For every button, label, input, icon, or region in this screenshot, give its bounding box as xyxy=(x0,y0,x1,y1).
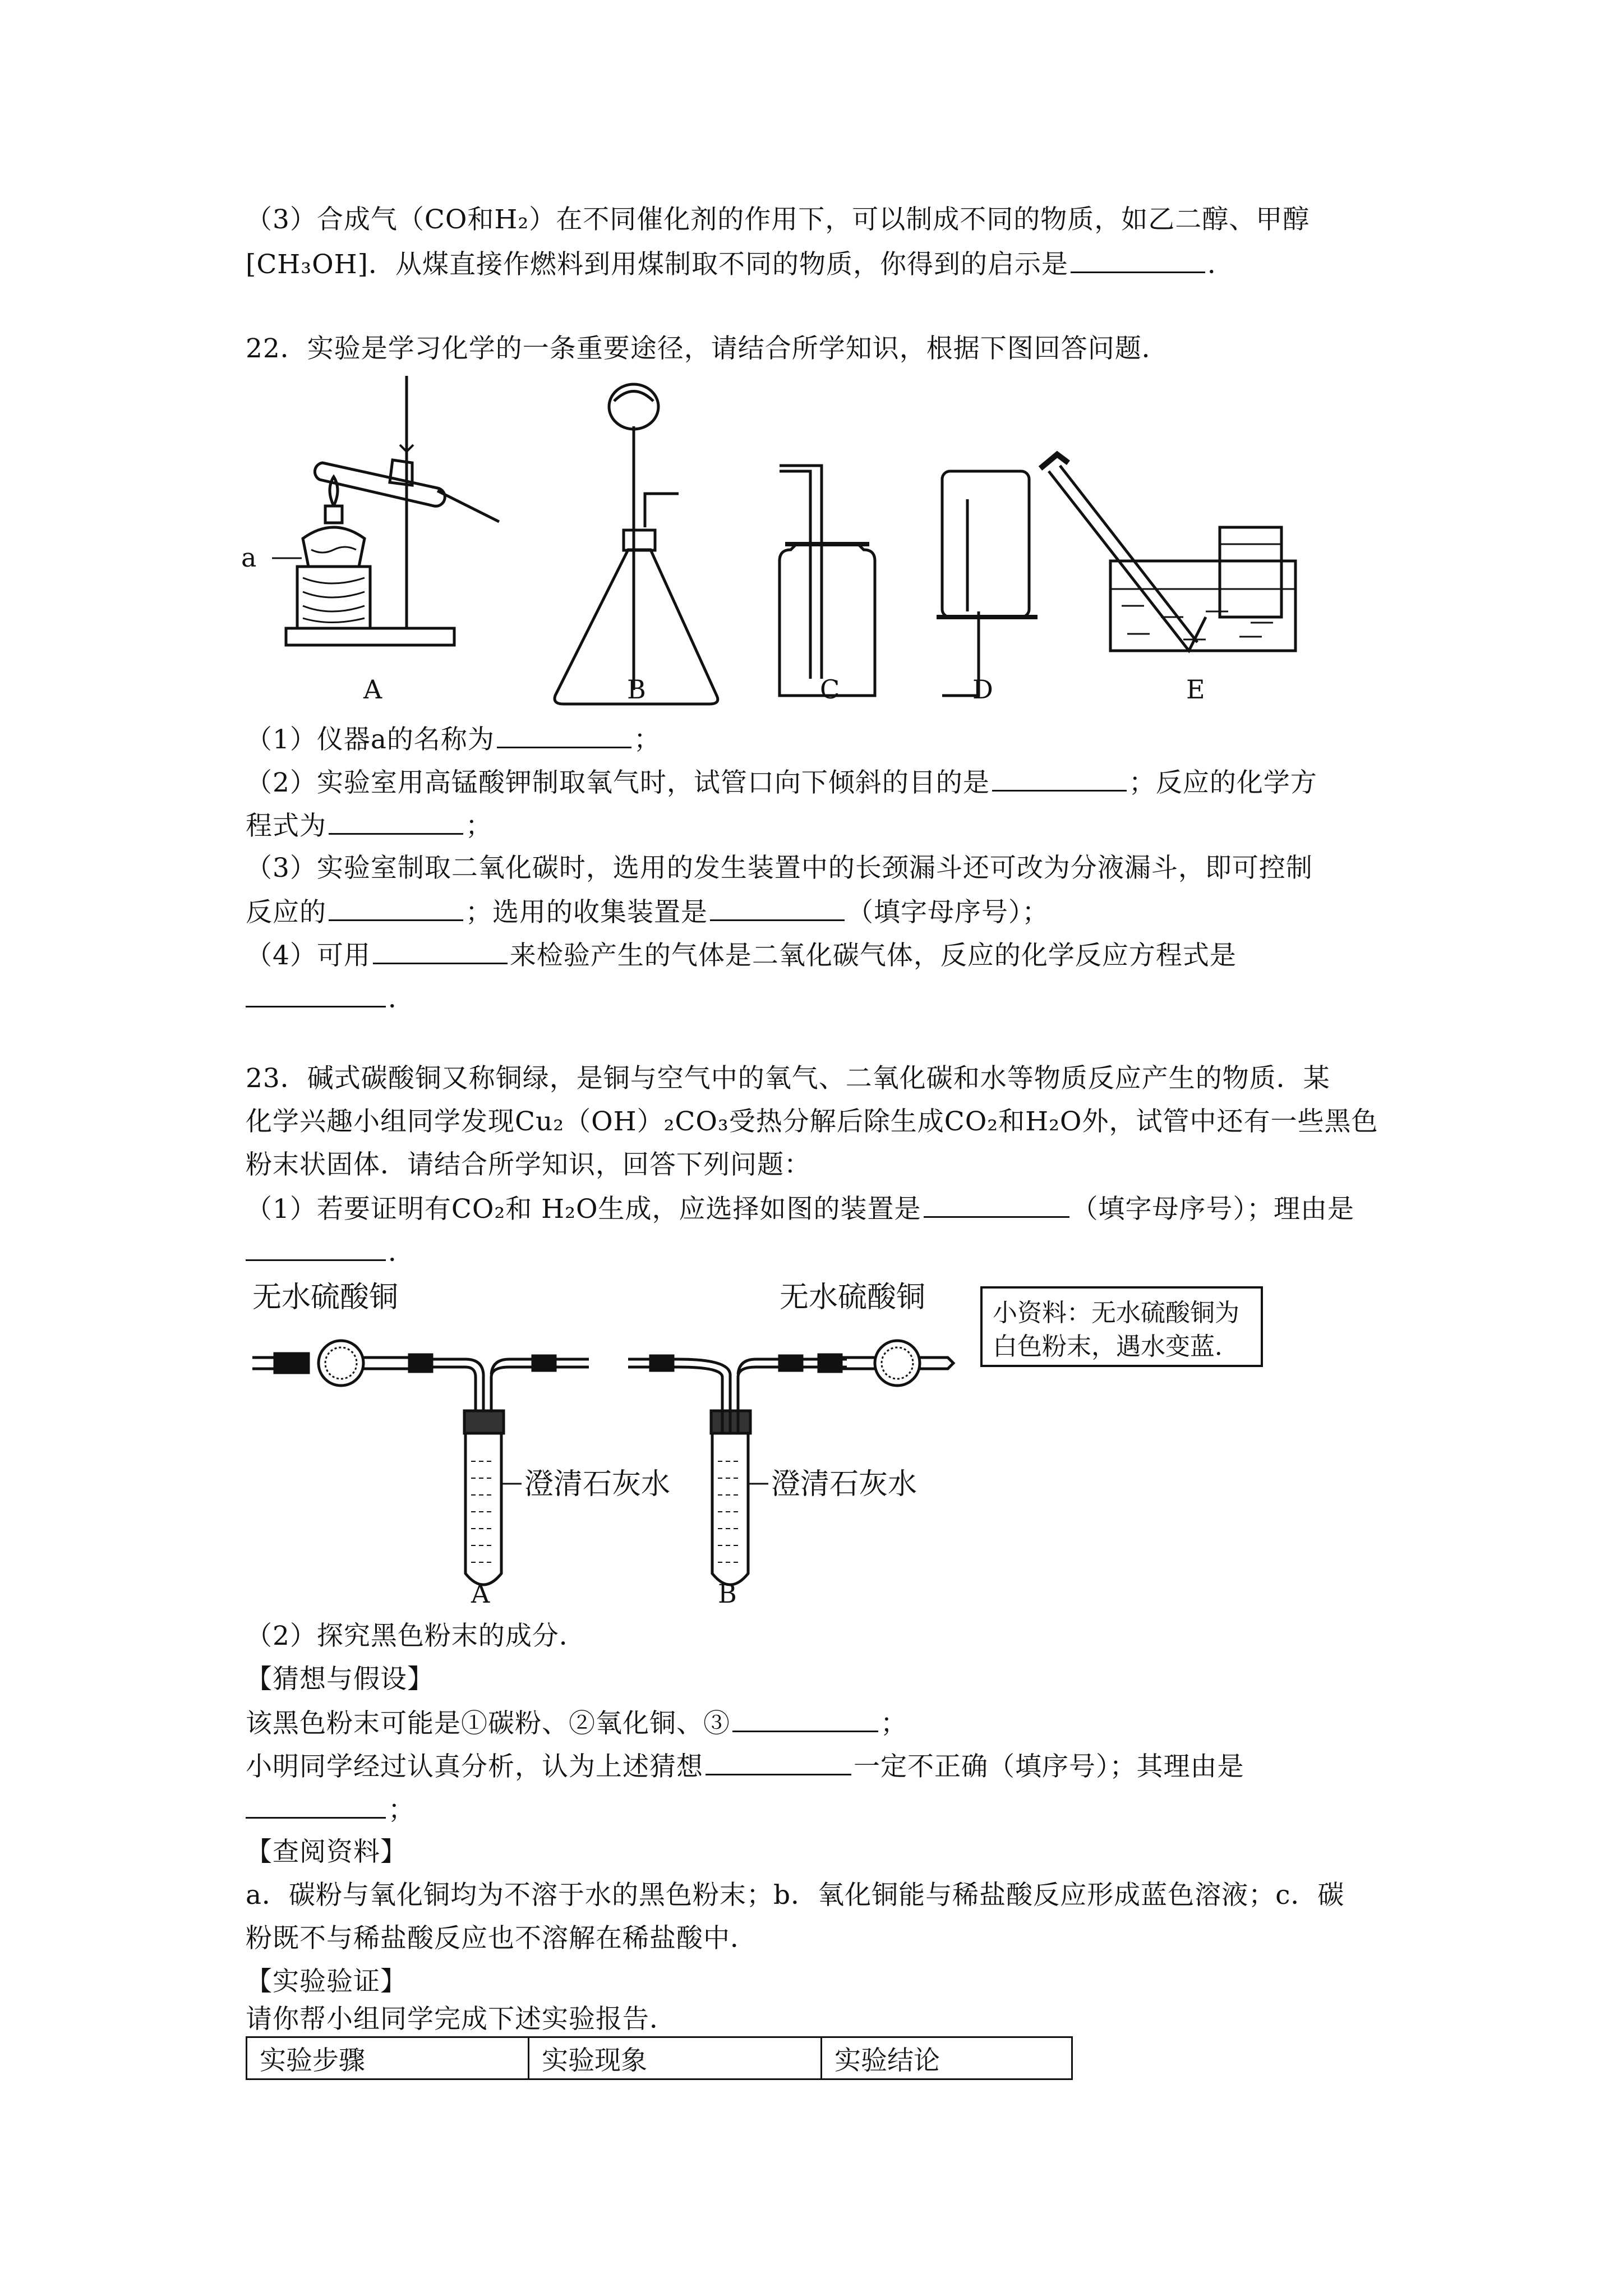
q21-part3-text: [CH₃OH]．从煤直接作燃料到用煤制取不同的物质，你得到的启示是 xyxy=(246,249,1068,280)
q22-sub1 xyxy=(246,722,661,757)
experiment-report-table xyxy=(246,2036,1073,2080)
q23-exp-intro: 请你帮小组同学完成下述实验报告． xyxy=(246,2004,676,2035)
q22-apparatus-figure xyxy=(241,359,1307,718)
q21-part3-end: ． xyxy=(1207,249,1234,280)
apparatus-label-E: E xyxy=(1186,674,1205,705)
q23-heading-ref: 【查阅资料】 xyxy=(246,1837,407,1867)
q22-sub2-text: （2）实验室用高锰酸钾制取氧气时，试管口向下倾斜的目的是 xyxy=(246,767,990,798)
q23-heading-exp: 【实验验证】 xyxy=(246,1966,407,1997)
q22-sub4-end: ． xyxy=(388,983,415,1014)
q23-sub1-end: ． xyxy=(388,1237,415,1268)
q23-sub1-line2 xyxy=(246,1235,415,1269)
q22-sub2-line2 xyxy=(246,808,492,843)
q21-part3-line2 xyxy=(246,247,1234,282)
q23-guess-line xyxy=(246,1706,907,1741)
answer-blank[interactable] xyxy=(710,895,845,921)
q23-ming-line1 xyxy=(246,1749,1244,1784)
q22-sub1-text: （1）仪器a的名称为 xyxy=(246,724,495,755)
answer-blank[interactable] xyxy=(706,1749,851,1775)
apparatus-label-D: D xyxy=(972,674,993,705)
q23-sub1-text: （1）若要证明有CO₂和 H₂O生成，应选择如图的装置是 xyxy=(246,1194,921,1225)
q23-stem-line3: 粉末状固体．请结合所学知识，回答下列问题： xyxy=(246,1149,811,1180)
q22-sub4-line2 xyxy=(246,981,415,1016)
answer-blank[interactable] xyxy=(924,1191,1069,1218)
table-header-cell: 实验结论 xyxy=(822,2037,1072,2079)
q22-sub3-text-d: （填字母序号）； xyxy=(847,897,1049,928)
q22-sub1-end: ； xyxy=(633,724,661,755)
label-anhydrous-cuso4-right: 无水硫酸铜 xyxy=(780,1281,926,1314)
answer-blank[interactable] xyxy=(1071,247,1205,273)
answer-blank[interactable] xyxy=(329,808,463,835)
table-header-row xyxy=(247,2037,1072,2079)
answer-blank[interactable] xyxy=(246,1235,386,1261)
q22-stem: 22．实验是学习化学的一条重要途径，请结合所学知识，根据下图回答问题． xyxy=(246,333,1169,364)
q23-setup-figure xyxy=(241,1271,1295,1607)
answer-blank[interactable] xyxy=(373,938,508,964)
answer-blank[interactable] xyxy=(497,722,631,748)
q22-sub4-text-b: 来检验产生的气体是二氧化碳气体，反应的化学反应方程式是 xyxy=(509,940,1237,971)
q22-sub3-text-b: 反应的 xyxy=(246,897,326,928)
answer-blank[interactable] xyxy=(246,981,386,1007)
note-line2: 白色粉末，遇水变蓝． xyxy=(993,1332,1239,1361)
q22-sub3-line1: （3）实验室制取二氧化碳时，选用的发生装置中的长颈漏斗还可改为分液漏斗，即可控制 xyxy=(246,853,1313,884)
answer-blank[interactable] xyxy=(329,895,463,921)
q22-sub3-line2 xyxy=(246,895,1049,930)
q23-ming-text-b: 一定不正确（填序号）；其理由是 xyxy=(854,1751,1244,1782)
q23-ref-line1: a．碳粉与氧化铜均为不溶于水的黑色粉末；b．氧化铜能与稀盐酸反应形成蓝色溶液；c．碳 xyxy=(246,1880,1345,1911)
q22-sub3-text-c: ；选用的收集装置是 xyxy=(465,897,708,928)
table-header-cell: 实验步骤 xyxy=(247,2037,529,2079)
apparatus-label-a: a xyxy=(241,542,257,573)
q22-sub2-line1 xyxy=(246,765,1317,800)
q23-sub1-text-b: （填字母序号）；理由是 xyxy=(1071,1194,1355,1225)
table-header-cell: 实验现象 xyxy=(529,2037,822,2079)
apparatus-label-C: C xyxy=(820,674,840,705)
q21-part3-line1: （3）合成气（CO和H₂）在不同催化剂的作用下，可以制成不同的物质，如乙二醇、甲醇 xyxy=(246,204,1310,235)
label-anhydrous-cuso4-left: 无水硫酸铜 xyxy=(252,1281,399,1314)
note-line1: 小资料：无水硫酸铜为 xyxy=(993,1299,1239,1327)
q23-sub2: （2）探究黑色粉末的成分． xyxy=(246,1621,586,1651)
q22-sub4-text: （4）可用 xyxy=(246,940,371,971)
q23-sub1-line1 xyxy=(246,1191,1354,1226)
q22-sub2-text-b: ；反应的化学方 xyxy=(1128,767,1317,798)
q23-guess-text: 该黑色粉末可能是①碳粉、②氧化铜、③ xyxy=(246,1708,730,1739)
q23-stem-line2: 化学兴趣小组同学发现Cu₂（OH）₂CO₃受热分解后除生成CO₂和H₂O外，试管中还有一些黑色 xyxy=(246,1106,1378,1137)
setup-label-A: A xyxy=(471,1579,490,1607)
q23-ming-line2 xyxy=(246,1792,415,1827)
answer-blank[interactable] xyxy=(732,1706,878,1732)
q23-ref-line2: 粉既不与稀盐酸反应也不溶解在稀盐酸中． xyxy=(246,1923,757,1954)
setup-label-B: B xyxy=(718,1579,737,1607)
apparatus-label-A: A xyxy=(363,674,382,705)
q22-sub2-text-c: 程式为 xyxy=(246,811,326,841)
answer-blank[interactable] xyxy=(992,765,1127,792)
q22-sub4-line1 xyxy=(246,938,1237,973)
apparatus-label-B: B xyxy=(627,674,646,705)
q23-guess-end: ； xyxy=(880,1708,907,1739)
label-limewater-B: 澄清石灰水 xyxy=(771,1467,917,1501)
q23-stem-line1: 23．碱式碳酸铜又称铜绿，是铜与空气中的氧气、二氧化碳和水等物质反应产生的物质．某 xyxy=(246,1063,1330,1094)
answer-blank[interactable] xyxy=(246,1792,386,1819)
q23-ming-end: ； xyxy=(388,1795,415,1825)
q22-sub2-end: ； xyxy=(465,811,492,841)
q23-heading-guess: 【猜想与假设】 xyxy=(246,1664,434,1695)
label-limewater-A: 澄清石灰水 xyxy=(524,1467,671,1501)
q23-ming-text: 小明同学经过认真分析，认为上述猜想 xyxy=(246,1751,703,1782)
